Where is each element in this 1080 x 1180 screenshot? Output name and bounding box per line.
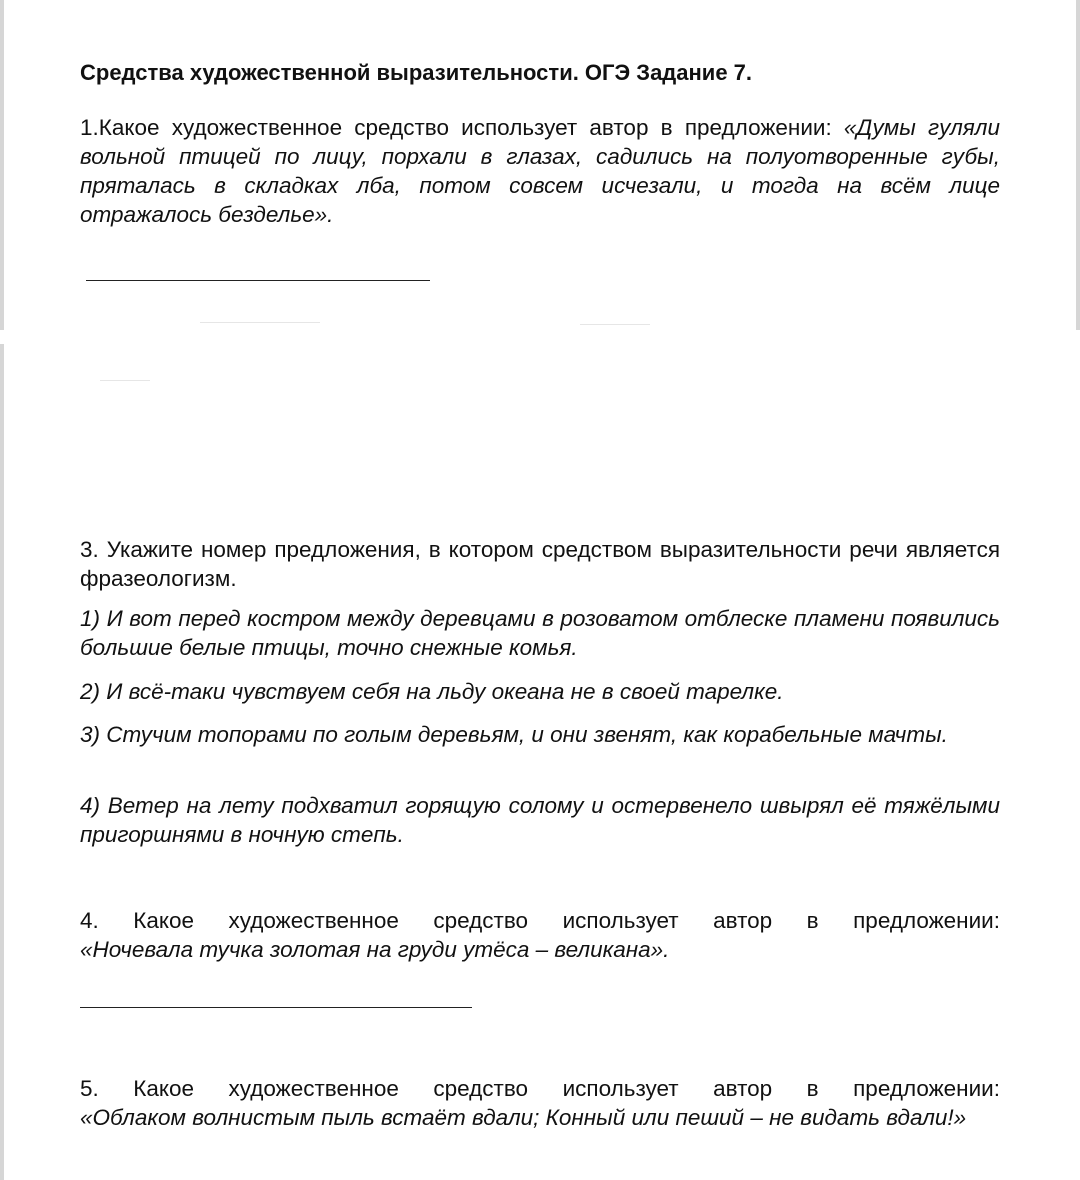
question-1-quote: «Думы гуляли вольной птицей по лицу, порхали в глазах, садились на полуотворенные губы, пряталась в складках лба, потом совсем исчезали, и тогда на всём лице отражалось безделье». — [80, 115, 1000, 227]
question-1-text: 1.Какое художественное средство использует автор в предложении: — [80, 115, 844, 140]
page-left-edge — [0, 0, 4, 1180]
question-5-text: 5. Какое художественное средство использует автор в предложении: — [80, 1076, 1000, 1101]
question-3-option-1: 1) И вот перед костром между деревцами в розоватом отблеске пламени появились большие белые птицы, точно снежные комья. — [80, 606, 1000, 660]
scan-artifact — [100, 380, 150, 381]
question-3-option-3: 3) Стучим топорами по голым деревьям, и они звенят, как корабельные мачты. — [80, 722, 948, 747]
document-title: Средства художественной выразительности. ОГЭ Задание 7. — [80, 60, 753, 85]
question-3-option-4: 4) Ветер на лету подхватил горящую солому и остервенело швырял её тяжёлыми пригоршнями в ночную степь. — [80, 793, 1000, 847]
page-edge-gap — [0, 330, 4, 344]
question-5-quote: «Облаком волнистым пыль встаёт вдали; Конный или пеший – не видать вдали!» — [80, 1105, 967, 1130]
question-3: 3. Укажите номер предложения, в котором средством выразительности речи является фразеологизм. — [80, 537, 1000, 591]
question-4-quote: «Ночевала тучка золотая на груди утёса – великана». — [80, 937, 670, 962]
question-4 — [80, 906, 1000, 964]
answer-line-1[interactable] — [86, 280, 430, 281]
question-5 — [80, 1074, 1000, 1132]
scan-artifact — [200, 322, 320, 323]
question-3-option-2: 2) И всё-таки чувствуем себя на льду океана не в своей тарелке. — [80, 679, 784, 704]
question-1 — [80, 113, 1000, 229]
answer-line-4[interactable] — [80, 1007, 472, 1008]
scan-artifact — [580, 324, 650, 325]
page-right-edge — [1076, 0, 1080, 330]
question-4-text: 4. Какое художественное средство использует автор в предложении: — [80, 908, 1000, 933]
